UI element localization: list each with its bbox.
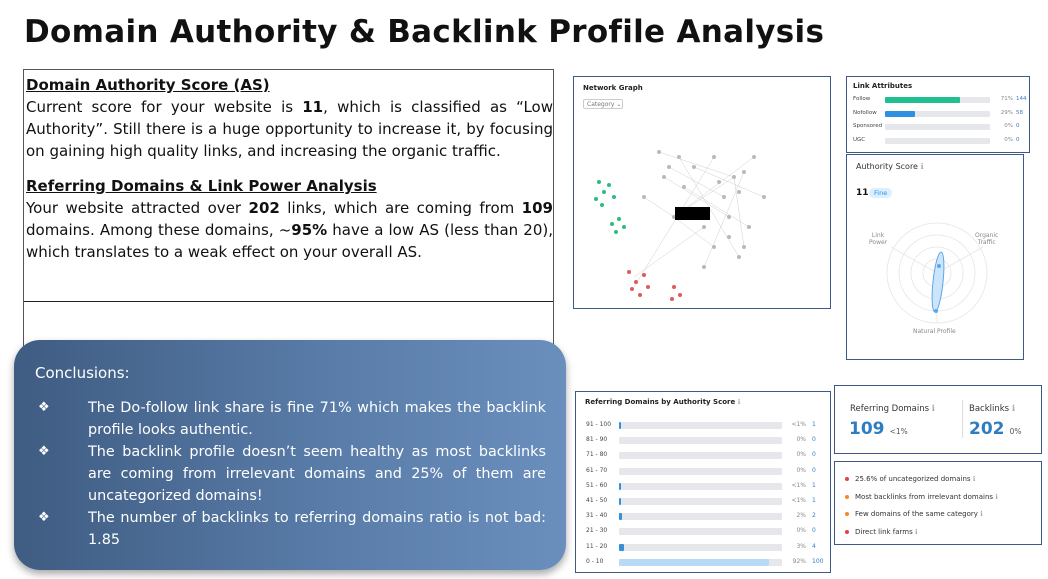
diamond-bullet-icon: ❖ <box>38 444 50 459</box>
score-bar-fill <box>619 513 622 520</box>
referring-domains-label-text: Referring Domains <box>850 404 930 414</box>
warning-item <box>845 493 998 501</box>
fine-badge: Fine <box>869 188 892 198</box>
score-count[interactable]: 0 <box>812 451 816 459</box>
link-attribute-label: Follow <box>853 96 871 102</box>
list-item <box>38 397 546 441</box>
backlinks-stat <box>969 419 1022 439</box>
link-attributes-title: Link Attributes <box>853 82 913 90</box>
radar-shape <box>930 252 946 313</box>
link-attribute-percent: 0% <box>1004 136 1013 143</box>
network-graph-canvas[interactable] <box>574 77 829 307</box>
score-bar-track <box>619 422 782 429</box>
radar-chart <box>847 155 1022 355</box>
backlinks-label-text: Backlinks <box>969 404 1010 414</box>
low-as-share-value: 95% <box>291 221 328 239</box>
network-graph-title: Network Graph <box>583 84 643 92</box>
status-dot-icon <box>845 495 849 499</box>
authority-score-panel <box>846 154 1024 360</box>
score-range-label: 81 - 90 <box>586 436 608 444</box>
conclusions-list <box>38 397 546 551</box>
divider-line <box>962 400 963 438</box>
category-select[interactable]: Category ⌄ <box>583 99 623 109</box>
conclusion-text: The backlink profile doesn’t seem healthy as most backlinks are coming from irrelevant domains and 25% of them are uncategorized domains! <box>88 444 546 504</box>
links-value: 202 <box>248 199 280 217</box>
link-attribute-row[interactable] <box>853 136 1033 146</box>
score-count[interactable]: 4 <box>812 542 816 550</box>
as-score-value: 11 <box>302 98 324 116</box>
score-count[interactable]: 0 <box>812 466 816 474</box>
redaction-block <box>675 207 710 220</box>
score-bar-track <box>619 528 782 535</box>
referring-domains-change: <1% <box>889 427 908 436</box>
score-bar-track <box>619 513 782 520</box>
info-icon[interactable]: ℹ <box>737 398 741 406</box>
status-dot-icon <box>845 512 849 516</box>
analysis-text <box>26 74 553 263</box>
score-percent: 0% <box>796 527 806 535</box>
referring-domain-row[interactable] <box>586 542 826 553</box>
score-percent: <1% <box>791 421 806 428</box>
score-count[interactable]: 0 <box>812 436 816 444</box>
summary-panel <box>834 385 1042 454</box>
score-percent: 0% <box>796 466 806 474</box>
link-attribute-bar-track <box>885 138 990 144</box>
link-attribute-bar-fill <box>885 111 915 117</box>
info-icon[interactable]: ℹ <box>993 492 998 501</box>
link-attribute-count[interactable]: 0 <box>1016 123 1020 129</box>
referring-domain-row[interactable] <box>586 481 826 492</box>
rd-as-title <box>585 398 740 406</box>
score-bar-track <box>619 498 782 505</box>
info-icon[interactable]: ℹ <box>912 527 918 536</box>
text-run: Current score for your website is <box>26 98 303 116</box>
info-icon[interactable]: ℹ <box>977 510 983 518</box>
score-bar-track <box>619 559 782 566</box>
score-range-label: 71 - 80 <box>586 451 608 459</box>
link-attribute-label: UGC <box>853 136 866 143</box>
radar-point <box>934 309 938 313</box>
divider-line <box>24 301 553 302</box>
backlinks-change: 0% <box>1009 427 1022 436</box>
link-attribute-row[interactable] <box>853 95 1033 105</box>
diamond-bullet-icon: ❖ <box>38 510 50 525</box>
referring-domains-value[interactable]: 109 <box>849 419 885 439</box>
score-range-label: 0 - 10 <box>586 557 604 565</box>
referring-domain-row[interactable] <box>586 450 826 461</box>
info-icon[interactable]: ℹ <box>920 162 924 171</box>
referring-domains-stat <box>849 419 908 439</box>
referring-domain-row[interactable] <box>586 420 826 431</box>
status-dot-icon <box>845 477 849 481</box>
referring-domain-row[interactable] <box>586 496 826 507</box>
score-bar-track <box>619 544 782 551</box>
score-count[interactable]: 2 <box>812 512 816 520</box>
score-percent: <1% <box>791 481 806 489</box>
link-attribute-percent: 0% <box>1004 123 1013 129</box>
link-attribute-label: Nofollow <box>853 109 877 116</box>
referring-domain-row[interactable] <box>586 557 826 568</box>
score-bar-fill <box>619 559 769 566</box>
link-attribute-row[interactable] <box>853 122 1033 132</box>
link-attribute-bar-fill <box>885 97 960 103</box>
score-bar-track <box>619 437 782 444</box>
score-range-label: 31 - 40 <box>586 512 608 520</box>
backlinks-value[interactable]: 202 <box>969 419 1005 439</box>
graph-nodes-green <box>594 180 626 234</box>
score-range-label: 21 - 30 <box>586 527 608 535</box>
referring-domains-by-as-panel <box>575 391 831 573</box>
score-count[interactable]: 100 <box>812 557 824 565</box>
section-paragraph-as <box>26 96 553 162</box>
conclusion-text: The number of backlinks to referring domains ratio is not bad: 1.85 <box>88 510 546 548</box>
warning-item <box>845 510 983 518</box>
category-select-label: Category <box>587 101 615 108</box>
authority-score-title-text: Authority Score <box>856 162 918 171</box>
warning-text: Few domains of the same category <box>855 510 978 518</box>
link-attribute-bar-track <box>885 111 990 117</box>
warning-item <box>845 475 975 483</box>
score-count[interactable]: 1 <box>812 481 816 489</box>
analysis-textbox <box>23 69 554 374</box>
info-icon[interactable]: ℹ <box>970 475 976 483</box>
warning-text: 25.6% of uncategorized domains <box>855 475 971 483</box>
link-attributes-panel <box>846 76 1030 153</box>
score-bar-fill <box>619 498 621 505</box>
score-count[interactable]: 1 <box>812 497 816 504</box>
score-bar-track <box>619 468 782 475</box>
link-attribute-percent: 71% <box>1000 96 1013 102</box>
radar-point <box>937 264 941 268</box>
page-title: Domain Authority & Backlink Profile Analysis <box>24 14 825 50</box>
warning-item <box>845 528 918 536</box>
score-range-label: 91 - 100 <box>586 421 612 428</box>
score-range-label: 41 - 50 <box>586 497 608 504</box>
score-count[interactable]: 0 <box>812 527 816 535</box>
rd-as-title-text: Referring Domains by Authority Score <box>585 398 736 406</box>
text-run: have a low AS (less than 20), which translates to a weak effect on your overall AS. <box>26 221 553 261</box>
network-graph-panel <box>573 76 831 309</box>
conclusion-text: The Do-follow link share is fine 71% which makes the backlink profile looks authentic. <box>88 400 546 438</box>
score-percent: 0% <box>796 436 806 444</box>
info-icon[interactable]: ℹ <box>1011 404 1016 414</box>
section-paragraph-referring <box>26 197 553 263</box>
authority-score-value: 11 <box>856 188 869 198</box>
section-heading-as: Domain Authority Score (AS) <box>26 76 270 94</box>
referring-domain-row[interactable] <box>586 466 826 477</box>
score-percent: 0% <box>796 451 806 459</box>
referring-domains-label <box>850 404 935 414</box>
score-percent: 2% <box>796 512 806 520</box>
link-attribute-count[interactable]: 144 <box>1016 96 1027 102</box>
referring-domain-row[interactable] <box>586 511 826 522</box>
info-icon[interactable]: ℹ <box>931 404 936 414</box>
axis-label-natural-profile: Natural Profile <box>913 328 956 335</box>
score-bar-track <box>619 452 782 459</box>
link-attribute-count[interactable]: 58 <box>1016 109 1023 116</box>
score-percent: 3% <box>796 542 806 550</box>
list-item <box>38 507 546 551</box>
status-dot-icon <box>845 530 849 534</box>
conclusions-card <box>14 340 566 570</box>
score-range-label: 51 - 60 <box>586 481 608 489</box>
section-heading-referring: Referring Domains & Link Power Analysis <box>26 177 377 195</box>
score-range-label: 11 - 20 <box>586 542 608 550</box>
link-attribute-row[interactable] <box>853 109 1033 119</box>
score-percent: <1% <box>791 497 806 504</box>
list-item <box>38 441 546 507</box>
score-bar-track <box>619 483 782 490</box>
domains-value: 109 <box>521 199 553 217</box>
text-run: , which is classified as “Low Authority”. Still there is a huge opportunity to increase it, by focusing on gaining high quality links, and increasing the organic traffic. <box>26 98 553 160</box>
backlinks-label <box>969 404 1015 414</box>
score-range-label: 61 - 70 <box>586 466 608 474</box>
axis-label-link-power: Link Power <box>869 232 888 246</box>
warning-text: Most backlinks from irrelevant domains <box>855 492 994 501</box>
text-run: links, which are coming from <box>279 199 522 217</box>
link-attribute-bar-track <box>885 97 990 103</box>
warnings-panel <box>834 461 1042 545</box>
link-attribute-count[interactable]: 0 <box>1016 136 1020 143</box>
link-attribute-percent: 29% <box>1000 109 1013 116</box>
score-bar-fill <box>619 483 621 490</box>
diamond-bullet-icon: ❖ <box>38 400 50 415</box>
score-percent: 92% <box>792 557 806 565</box>
score-count[interactable]: 1 <box>812 421 816 428</box>
score-bar-fill <box>619 544 624 551</box>
link-attribute-label: Sponsored <box>853 123 883 129</box>
referring-domain-row[interactable] <box>586 435 826 446</box>
warning-text: Direct link farms <box>855 527 913 536</box>
link-attribute-bar-track <box>885 124 990 130</box>
axis-label-organic-traffic: Organic Traffic <box>975 232 999 246</box>
conclusions-title: Conclusions: <box>35 364 130 382</box>
referring-domain-row[interactable] <box>586 526 826 537</box>
score-bar-fill <box>619 422 621 429</box>
text-run: domains. Among these domains, ~ <box>26 221 292 239</box>
text-run: Your website attracted over <box>26 199 249 217</box>
graph-nodes-red <box>627 270 682 301</box>
